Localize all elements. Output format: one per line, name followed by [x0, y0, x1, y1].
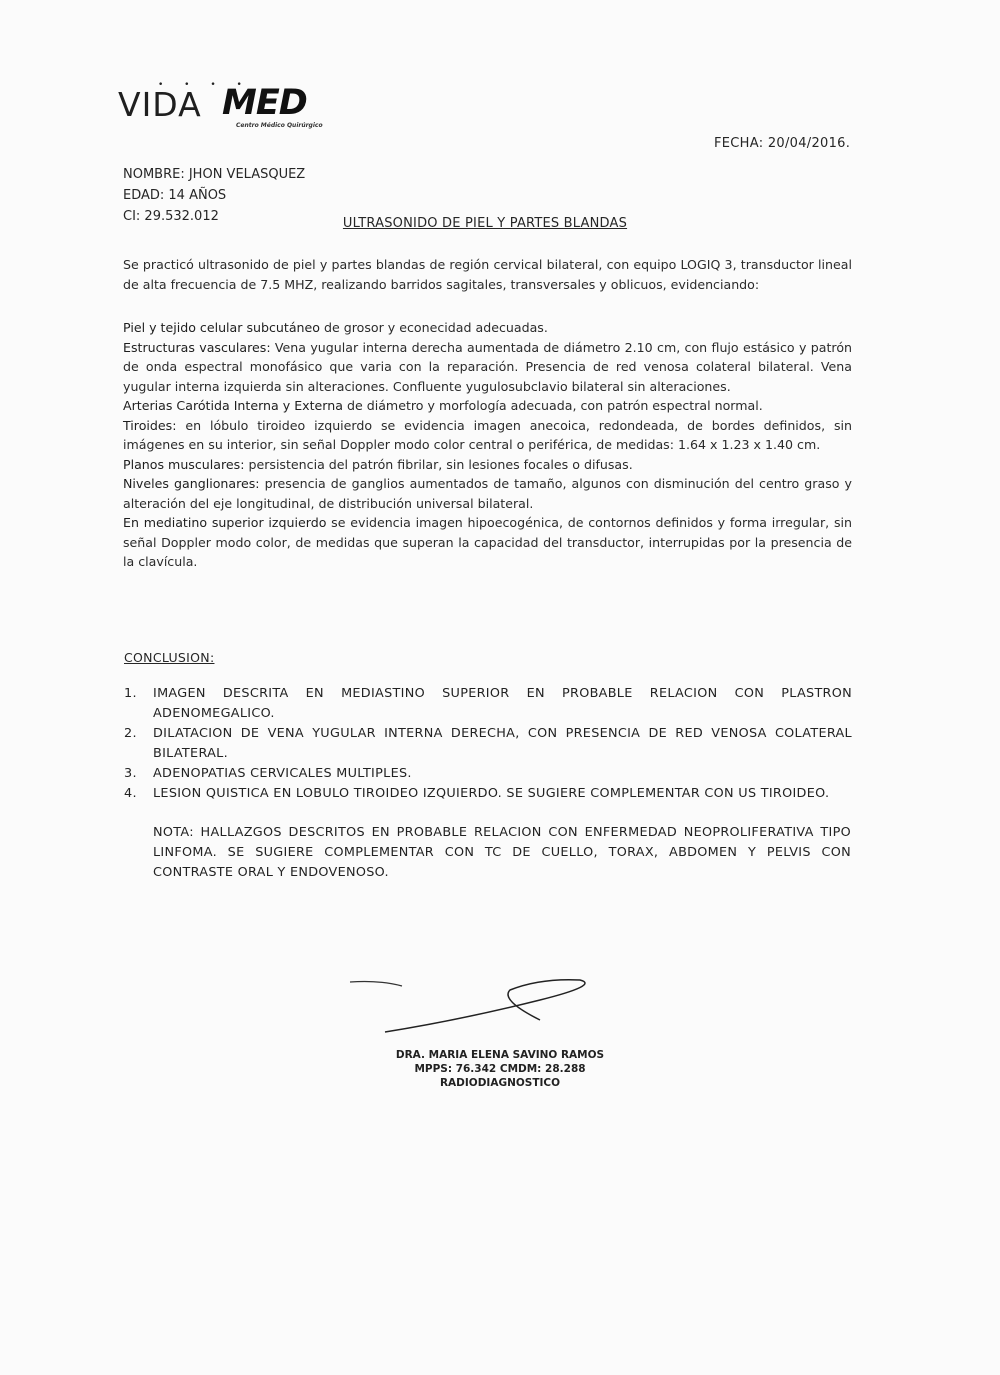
- conclusion-item: [124, 684, 852, 724]
- finding-lymph-nodes: [123, 474, 852, 513]
- finding-label: Piel y tejido celular subcutáneo: [123, 320, 320, 335]
- finding-carotid: [123, 396, 852, 416]
- patient-age: EDAD: 14 AÑOS: [123, 188, 227, 203]
- conclusion-text: ADENOPATIAS CERVICALES MULTIPLES.: [153, 766, 412, 781]
- finding-label: En mediatino superior izquierdo: [123, 515, 327, 530]
- conclusion-number: 2.: [124, 726, 137, 741]
- finding-text: de diámetro y morfología adecuada, con patrón espectral normal.: [342, 398, 763, 413]
- conclusion-item: [124, 724, 852, 764]
- conclusion-number: 1.: [124, 686, 137, 701]
- finding-muscular: [123, 455, 852, 475]
- conclusion-number: 3.: [124, 766, 137, 781]
- finding-skin: [123, 318, 852, 338]
- report-intro: Se practicó ultrasonido de piel y partes blandas de región cervical bilateral, con equipo LOGIQ 3, transductor lineal de alta frecuencia de 7.5 MHZ, realizando barridos sagitales, transversales y oblicuos, evidenciando:: [123, 257, 852, 292]
- signer-specialty: RADIODIAGNOSTICO: [439, 1077, 561, 1089]
- signer-credentials: MPPS: 76.342 CMDM: 28.288: [414, 1063, 586, 1075]
- findings-section: [123, 318, 852, 572]
- finding-text: persistencia del patrón fibrilar, sin lesiones focales o difusas.: [244, 456, 633, 472]
- conclusion-text: LESION QUISTICA EN LOBULO TIROIDEO IZQUIERDO. SE SUGIERE COMPLEMENTAR CON US TIROIDEO.: [153, 786, 830, 801]
- patient-id: CI: 29.532.012: [123, 209, 219, 224]
- finding-text: de grosor y econecidad adecuadas.: [320, 320, 548, 335]
- finding-label: Tiroides:: [123, 417, 177, 433]
- conclusion-title: CONCLUSION:: [124, 650, 215, 665]
- finding-text: presencia de ganglios aumentados de tamaño, algunos con disminución del centro graso y alteración del eje longitudinal, de distribución universal bilateral.: [123, 476, 852, 511]
- finding-vascular: [123, 338, 852, 397]
- conclusion-note: NOTA: HALLAZGOS DESCRITOS EN PROBABLE RELACION CON ENFERMEDAD NEOPROLIFERATIVA TIPO LINFOMA. SE SUGIERE COMPLEMENTAR CON TC DE CUELLO, TORAX, ABDOMEN Y PELVIS CON CONTRASTE ORAL Y ENDOVENOSO.: [153, 825, 851, 880]
- finding-label: Niveles ganglionares:: [123, 476, 260, 491]
- patient-name: NOMBRE: JHON VELASQUEZ: [123, 167, 306, 182]
- handwritten-signature: [340, 960, 620, 1040]
- logo-tagline: Centro Médico Quirúrgico: [236, 122, 323, 129]
- conclusion-list: [124, 684, 852, 804]
- logo-brand-right: MED: [222, 83, 307, 123]
- finding-text: en lóbulo tiroideo izquierdo se evidencia imagen anecoica, redondeada, de bordes definidos, sin imágenes en su interior, sin señal Doppler modo color central o periférica, de medidas: 1.64 x 1.23 x 1.40 cm.: [123, 417, 852, 452]
- signer-block: [350, 1048, 650, 1090]
- finding-mediastinum: [123, 513, 852, 572]
- conclusion-item: [124, 764, 852, 784]
- report-date: FECHA: 20/04/2016.: [714, 136, 851, 151]
- conclusion-text: IMAGEN DESCRITA EN MEDIASTINO SUPERIOR EN PROBABLE RELACION CON PLASTRON ADENOMEGALICO.: [153, 686, 852, 721]
- finding-label: Estructuras vasculares:: [123, 339, 271, 355]
- finding-label: Planos musculares:: [123, 456, 245, 472]
- finding-text: Vena yugular interna derecha aumentada de diámetro 2.10 cm, con flujo estásico y patrón de onda espectral monofásico que varia con la reparación. Presencia de red venosa colateral bilateral. Vena yugular interna izquierda sin alteraciones. Confluente yugulosubclavio bilateral sin alteraciones.: [123, 339, 853, 394]
- conclusion-text: DILATACION DE VENA YUGULAR INTERNA DERECHA, CON PRESENCIA DE RED VENOSA COLATERAL BILATERAL.: [153, 726, 852, 761]
- conclusion-number: 4.: [124, 786, 137, 801]
- vidamed-logo: [118, 80, 358, 130]
- conclusion-item: [124, 784, 852, 804]
- signer-name: DRA. MARIA ELENA SAVINO RAMOS: [395, 1049, 605, 1061]
- finding-thyroid: [123, 416, 852, 455]
- report-title: ULTRASONIDO DE PIEL Y PARTES BLANDAS: [342, 216, 628, 231]
- finding-text: se evidencia imagen hipoecogénica, de contornos definidos y forma irregular, sin señal Doppler modo color, de medidas que superan la capacidad del transductor, interrupidas por la presencia de la clavícula.: [123, 515, 852, 569]
- logo-brand-left: VIDA: [118, 85, 202, 124]
- logo-dots: • • • •: [158, 80, 251, 90]
- finding-label: Arterias Carótida Interna y Externa: [123, 398, 343, 413]
